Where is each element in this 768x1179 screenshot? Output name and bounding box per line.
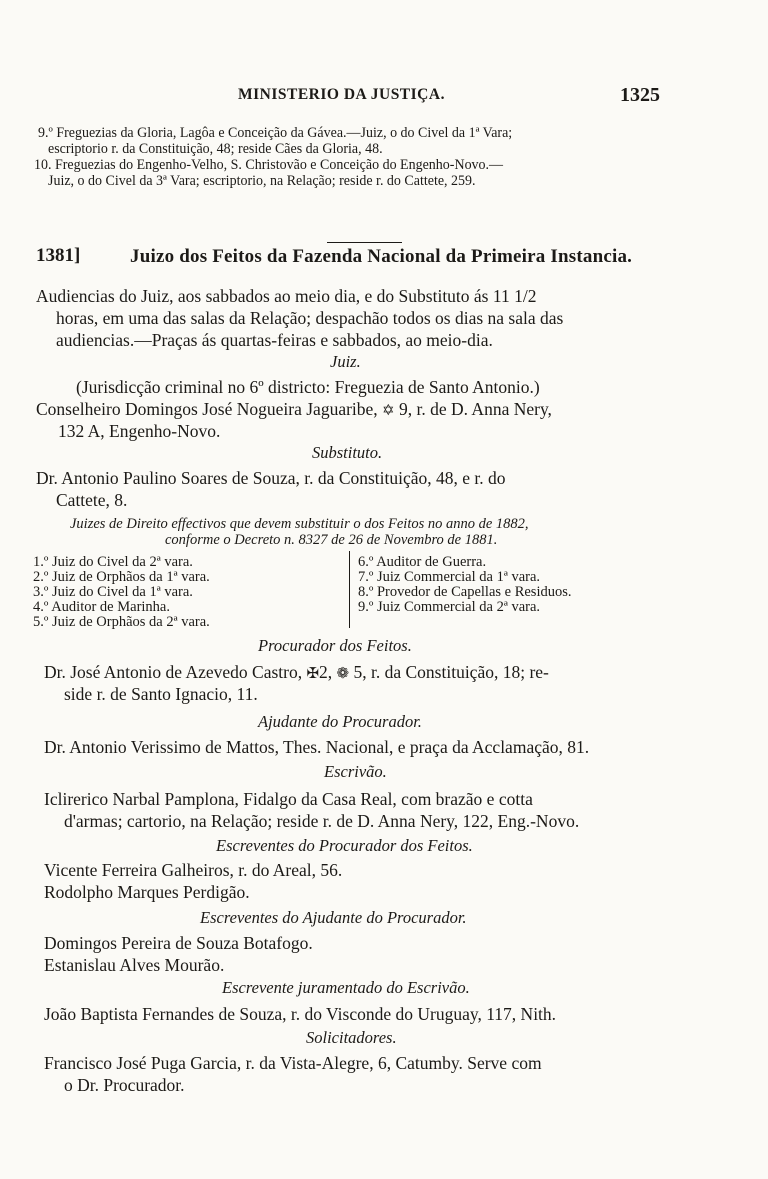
section-title: Juizo dos Feitos da Fazenda Nacional da Primeira Instancia. xyxy=(130,246,633,267)
procurador-line1 xyxy=(44,661,549,685)
list-item: 8.º Provedor de Capellas e Residuos. xyxy=(358,584,572,600)
juiz-address: 9, r. de D. Anna Nery, xyxy=(399,399,552,419)
entry-9-line2: escriptorio r. da Constituição, 48; reside Cães da Gloria, 48. xyxy=(48,141,383,157)
procurador-heading: Procurador dos Feitos. xyxy=(258,636,412,655)
list-item: 2.º Juiz de Orphãos da 1ª vara. xyxy=(33,569,210,585)
list-item: 1.º Juiz do Civel da 2ª vara. xyxy=(33,554,193,570)
rose-order-icon: ❁ xyxy=(336,666,350,682)
cross-order-icon: ✠ xyxy=(306,666,320,682)
list-item: 5.º Juiz de Orphãos da 2ª vara. xyxy=(33,614,210,630)
juiz-heading: Juiz. xyxy=(330,352,361,371)
section-divider xyxy=(327,242,402,243)
audiencias-line1: Audiencias do Juiz, aos sabbados ao meio dia, e do Substituto ás 11 1/2 xyxy=(36,286,537,306)
procurador-order1: 2, xyxy=(319,662,333,682)
procurador-name: Dr. José Antonio de Azevedo Castro, xyxy=(44,662,303,682)
list-item: 3.º Juiz do Civel da 1ª vara. xyxy=(33,584,193,600)
list-item: 9.º Juiz Commercial da 2ª vara. xyxy=(358,599,541,615)
substitutes-right-list xyxy=(358,555,572,615)
audiencias-line3: audiencias.—Praças ás quartas-feiras e sabbados, ao meio-dia. xyxy=(56,330,493,350)
column-divider xyxy=(349,551,350,628)
list-item: 6.º Auditor de Guerra. xyxy=(358,554,487,570)
escrevente-juramentado-line1: João Baptista Fernandes de Souza, r. do Visconde do Uruguay, 117, Nith. xyxy=(44,1004,557,1024)
procurador-address: 5, r. da Constituição, 18; re- xyxy=(353,662,549,682)
entry-10-line1: 10. Freguezias do Engenho-Velho, S. Christovão e Conceição do Engenho-Novo.— xyxy=(34,157,504,173)
page-number: 1325 xyxy=(620,84,660,106)
order-star-icon: ✡ xyxy=(382,403,395,419)
juiz-address-line2: 132 A, Engenho-Novo. xyxy=(58,421,221,441)
substitutes-left-list xyxy=(33,555,210,630)
substituto-line2: Cattete, 8. xyxy=(56,490,128,510)
escrevente-procurador-1: Vicente Ferreira Galheiros, r. do Areal, 56. xyxy=(44,860,343,880)
list-item: 7.º Juiz Commercial da 1ª vara. xyxy=(358,569,541,585)
escrivao-line2: d'armas; cartorio, na Relação; reside r. de D. Anna Nery, 122, Eng.-Novo. xyxy=(64,811,580,831)
ajudante-line1: Dr. Antonio Verissimo de Mattos, Thes. Nacional, e praça da Acclamação, 81. xyxy=(44,737,590,757)
solicitadores-line2: o Dr. Procurador. xyxy=(64,1075,185,1095)
escrivao-heading: Escrivão. xyxy=(324,762,387,781)
escrevente-ajudante-2: Estanislau Alves Mourão. xyxy=(44,955,225,975)
juizes-note-line1: Juizes de Direito effectivos que devem substituir o dos Feitos no anno de 1882, xyxy=(70,516,529,532)
escrevente-ajudante-1: Domingos Pereira de Souza Botafogo. xyxy=(44,933,313,953)
solicitadores-heading: Solicitadores. xyxy=(306,1028,397,1047)
audiencias-line2: horas, em uma das salas da Relação; despachão todos os dias na sala das xyxy=(56,308,564,328)
running-title: MINISTERIO DA JUSTIÇA. xyxy=(238,86,445,103)
ajudante-heading: Ajudante do Procurador. xyxy=(258,712,422,731)
procurador-line2: side r. de Santo Ignacio, 11. xyxy=(64,684,258,704)
juiz-jurisdiction: (Jurisdicção criminal no 6º districto: Freguezia de Santo Antonio.) xyxy=(76,377,540,397)
escrevente-procurador-2: Rodolpho Marques Perdigão. xyxy=(44,882,250,902)
entry-10-line2: Juiz, o do Civel da 3ª Vara; escriptorio, na Relação; reside r. do Cattete, 259. xyxy=(48,173,476,189)
section-number: 1381] xyxy=(36,245,81,266)
escrevente-juramentado-heading: Escrevente juramentado do Escrivão. xyxy=(222,978,470,997)
juiz-name-line xyxy=(36,398,552,422)
juizes-note-line2: conforme o Decreto n. 8327 de 26 de Novembro de 1881. xyxy=(165,532,498,548)
substituto-line1: Dr. Antonio Paulino Soares de Souza, r. da Constituição, 48, e r. do xyxy=(36,468,506,488)
escrivao-line1: Iclirerico Narbal Pamplona, Fidalgo da Casa Real, com brazão e cotta xyxy=(44,789,533,809)
entry-9-line1: 9.º Freguezias da Gloria, Lagôa e Conceição da Gávea.—Juiz, o do Civel da 1ª Vara; xyxy=(38,125,513,141)
escreventes-procurador-heading: Escreventes do Procurador dos Feitos. xyxy=(216,836,473,855)
list-item: 4.º Auditor de Marinha. xyxy=(33,599,170,615)
escreventes-ajudante-heading: Escreventes do Ajudante do Procurador. xyxy=(200,908,467,927)
juiz-name: Conselheiro Domingos José Nogueira Jaguaribe, xyxy=(36,399,378,419)
substituto-heading: Substituto. xyxy=(312,443,383,462)
solicitadores-line1: Francisco José Puga Garcia, r. da Vista-Alegre, 6, Catumby. Serve com xyxy=(44,1053,542,1073)
